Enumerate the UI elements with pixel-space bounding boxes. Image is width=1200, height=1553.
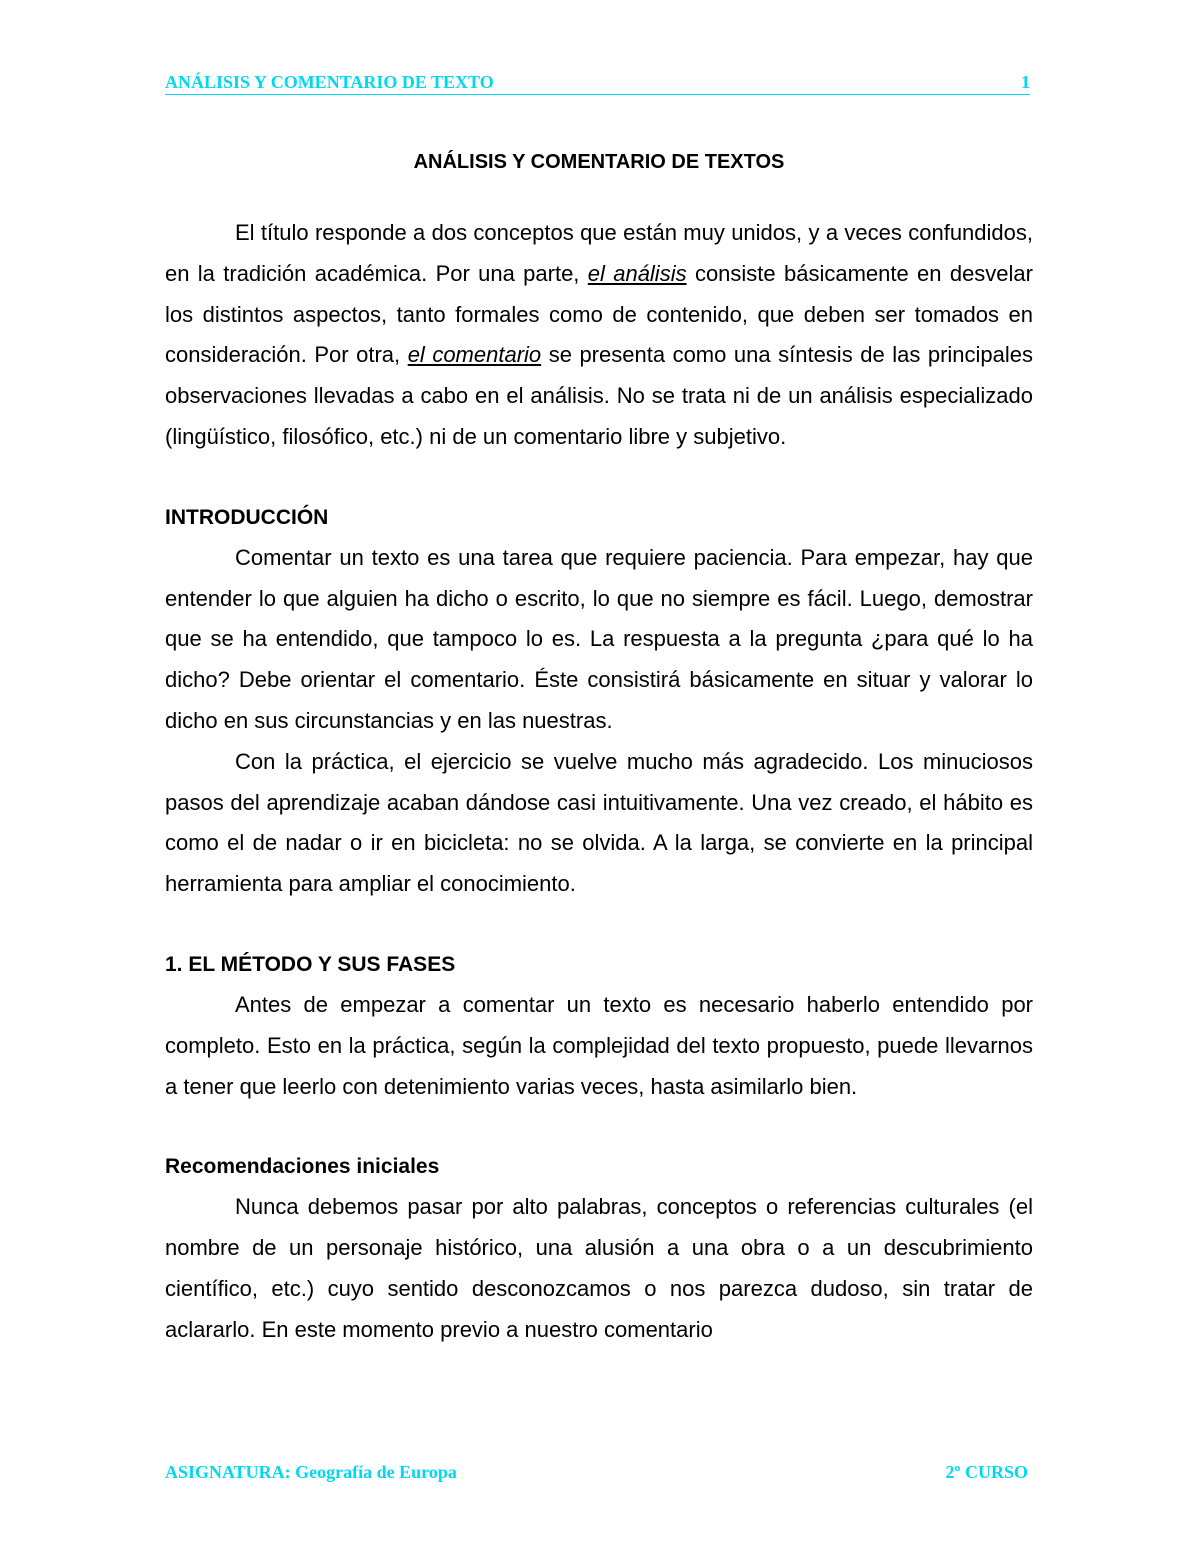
page-number: 1: [1021, 72, 1030, 92]
page-footer: [165, 1462, 1028, 1483]
intro-text-2: consiste básicamente en desvelar los distintos aspectos, tanto formales como de contenido, que deben ser tomados en consideración. Por otra,: [165, 260, 1033, 368]
recomendaciones-paragraph-1: Nunca debemos pasar por alto palabras, conceptos o referencias culturales (el nombre de un personaje histórico, una alusión a una obra o a un descubrimiento científico, etc.) cuyo sentido desconozcamos o nos parezca dudoso, sin tratar de aclararlo. En este momento previo a nuestro comentario: [165, 1194, 1033, 1342]
page-header: [165, 68, 1030, 95]
intro-paragraph: [165, 213, 1033, 458]
section-heading-recomendaciones: Recomendaciones iniciales: [165, 1155, 440, 1179]
header-title: ANÁLISIS Y COMENTARIO DE TEXTO: [165, 72, 494, 92]
intro-text-3: se presenta como una síntesis de las principales observaciones llevadas a cabo en el análisis. No se trata ni de un análisis especializado (lingüístico, filosófico, etc.) ni de un comentario libre y subjetivo.: [165, 342, 1033, 449]
footer-subject: ASIGNATURA: Geografía de Europa: [165, 1462, 457, 1482]
document-body: [165, 142, 1033, 1351]
metodo-paragraph-1: Antes de empezar a comentar un texto es necesario haberlo entendido por completo. Esto en la práctica, según la complejidad del texto propuesto, puede llevarnos a tener que leerlo con detenimiento varias veces, hasta asimilarlo bien.: [165, 991, 1033, 1099]
term-comentario: el comentario: [407, 342, 542, 368]
introduccion-paragraph-2: Con la práctica, el ejercicio se vuelve mucho más agradecido. Los minuciosos pasos del aprendizaje acaban dándose casi intuitivamente. Una vez creado, el hábito es como el de nadar o ir en bicicleta: no se olvida. A la larga, se convierte en la principal herramienta para ampliar el conocimiento.: [165, 748, 1033, 897]
footer-course: 2º CURSO: [945, 1462, 1028, 1482]
section-heading-introduccion: INTRODUCCIÓN: [165, 505, 329, 529]
introduccion-paragraph-1: Comentar un texto es una tarea que requiere paciencia. Para empezar, hay que entender lo que alguien ha dicho o escrito, lo que no siempre es fácil. Luego, demostrar que se ha entendido, que tampoco lo es. La respuesta a la pregunta ¿para qué lo ha dicho? Debe orientar el comentario. Éste consistirá básicamente en situar y valorar lo dicho en sus circunstancias y en las nuestras.: [165, 544, 1033, 733]
section-heading-metodo: 1. EL MÉTODO Y SUS FASES: [165, 952, 456, 976]
document-title: ANÁLISIS Y COMENTARIO DE TEXTOS: [413, 151, 785, 173]
term-analisis: el análisis: [587, 260, 687, 286]
intro-text-1: El título responde a dos conceptos que están muy unidos, y a veces confundidos, en la tradición académica. Por una parte,: [165, 220, 1033, 286]
